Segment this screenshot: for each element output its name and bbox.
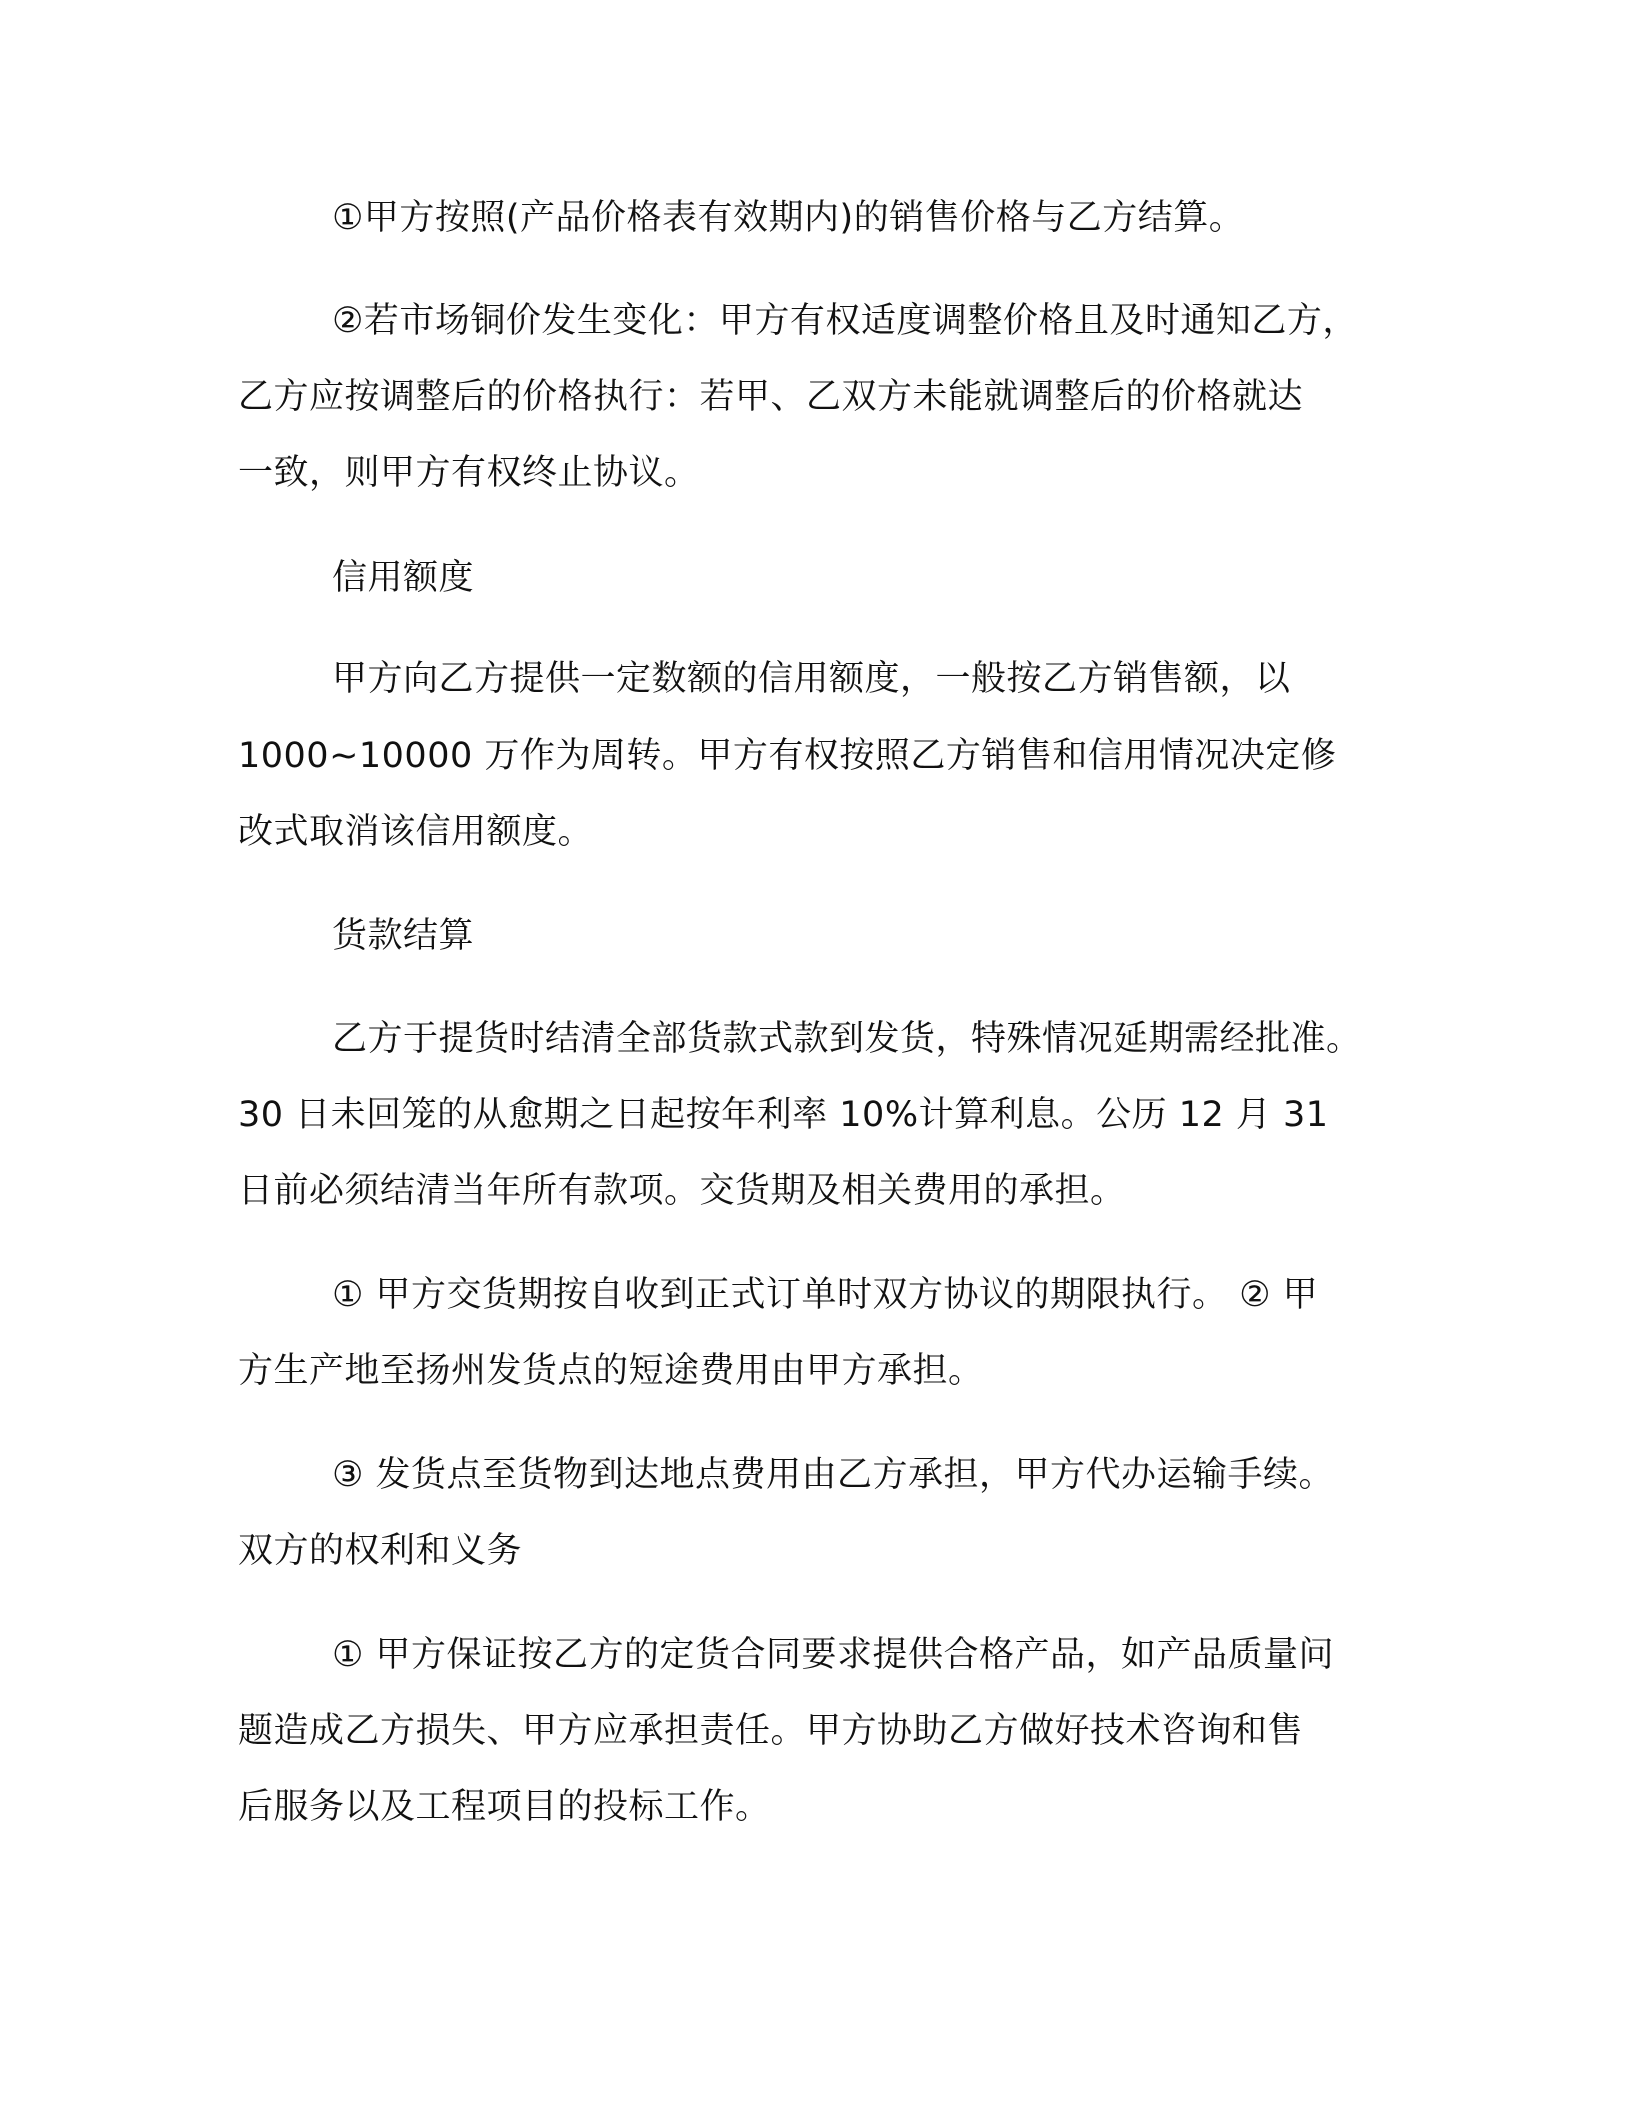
credit-paragraph-line-2: 1000~10000 万作为周转。甲方有权按照乙方销售和信用情况决定修: [238, 736, 1337, 776]
rights-clause-1-line-2: 题造成乙方损失、甲方应承担责任。甲方协助乙方做好技术咨询和售: [238, 1711, 1304, 1751]
delivery-clause-1-line-2: 方生产地至扬州发货点的短途费用由甲方承担。: [238, 1351, 984, 1391]
credit-paragraph-line-1: 甲方向乙方提供一定数额的信用额度，一般按乙方销售额，以: [332, 659, 1291, 699]
rights-clause-1-line-1: ① 甲方保证按乙方的定货合同要求提供合格产品，如产品质量问: [332, 1635, 1335, 1675]
heading-rights-obligations: 双方的权利和义务: [238, 1531, 523, 1571]
price-clause-2-line-2: 乙方应按调整后的价格执行：若甲、乙双方未能就调整后的价格就达: [238, 377, 1304, 417]
payment-paragraph-line-2: 30 日未回笼的从愈期之日起按年利率 10%计算利息。公历 12 月 31: [238, 1095, 1329, 1135]
price-clause-2-line-1: ②若市场铜价发生变化：甲方有权适度调整价格且及时通知乙方，: [332, 301, 1358, 341]
price-clause-2-line-3: 一致，则甲方有权终止协议。: [238, 453, 700, 493]
payment-paragraph-line-3: 日前必须结清当年所有款项。交货期及相关费用的承担。: [238, 1171, 1126, 1211]
delivery-clause-1-line-1: ① 甲方交货期按自收到正式订单时双方协议的期限执行。 ② 甲: [332, 1275, 1319, 1315]
heading-payment-settlement: 货款结算: [332, 916, 475, 956]
delivery-clause-3: ③ 发货点至货物到达地点费用由乙方承担，甲方代办运输手续。: [332, 1455, 1335, 1495]
rights-clause-1-line-3: 后服务以及工程项目的投标工作。: [238, 1787, 771, 1827]
credit-paragraph-line-3: 改式取消该信用额度。: [238, 812, 594, 852]
payment-paragraph-line-1: 乙方于提货时结清全部货款式款到发货，特殊情况延期需经批准。: [332, 1019, 1362, 1059]
heading-credit-limit: 信用额度: [332, 558, 475, 598]
price-clause-1: ①甲方按照(产品价格表有效期内)的销售价格与乙方结算。: [332, 198, 1245, 238]
